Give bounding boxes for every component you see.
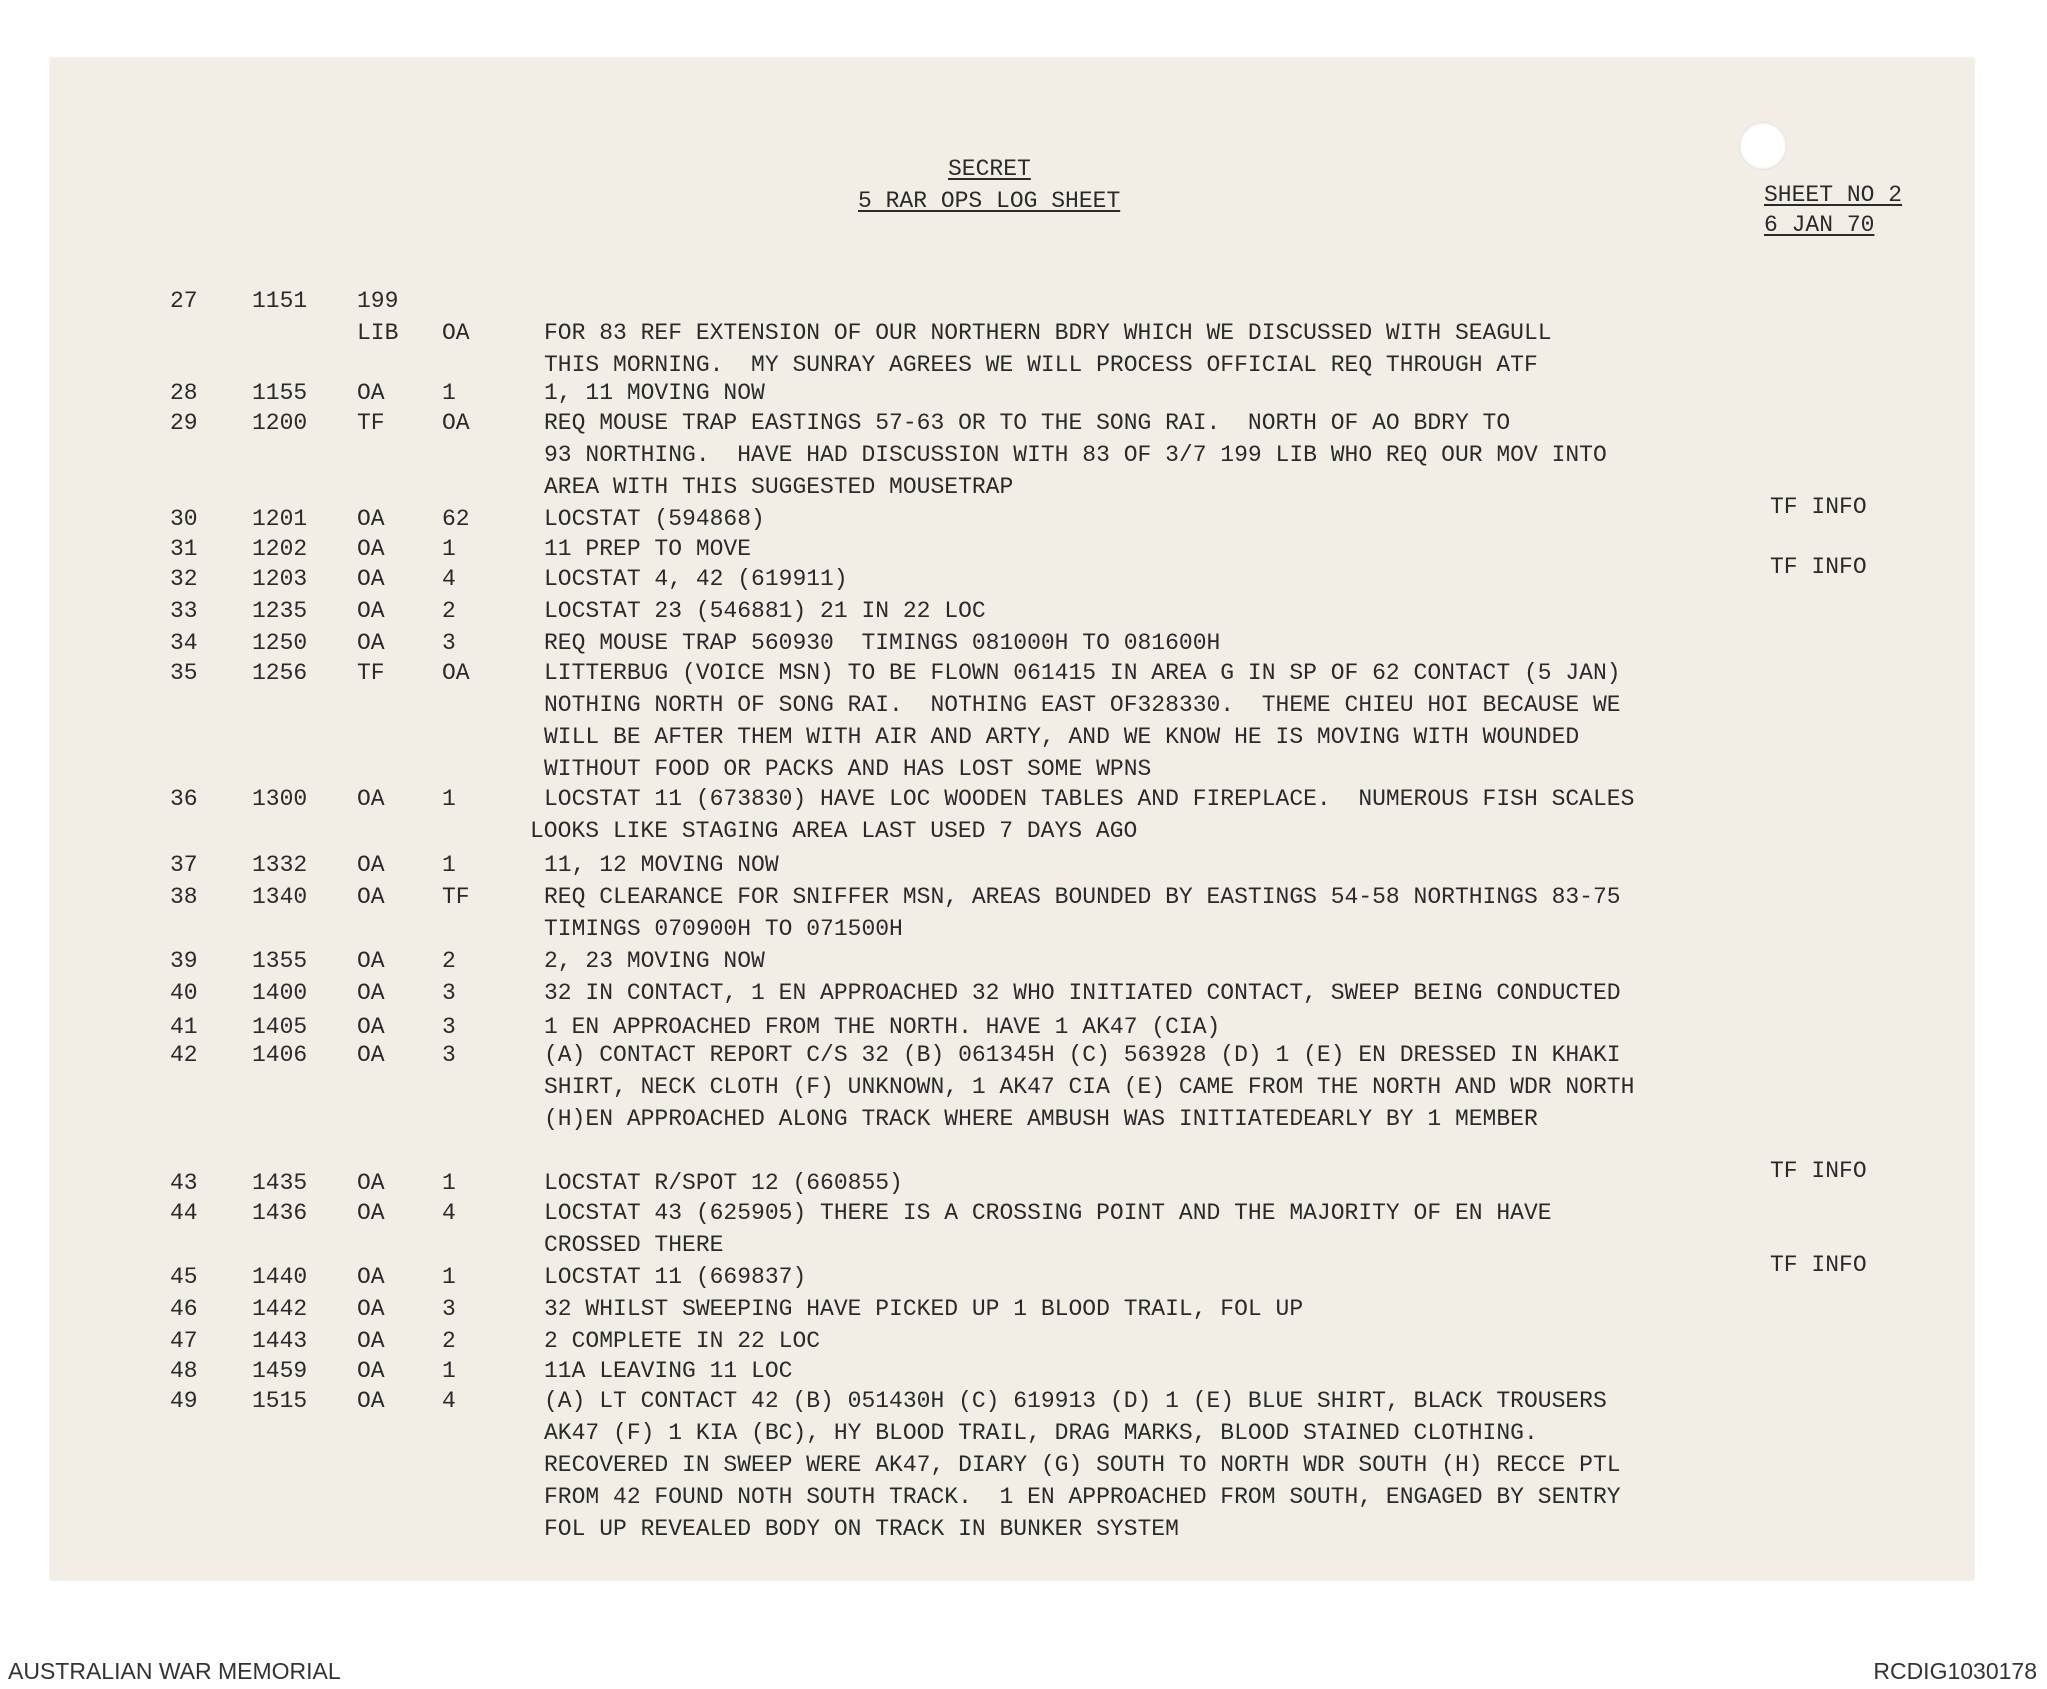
entry-time: 1443 (252, 1328, 308, 1354)
entry-serial: 48 (170, 1358, 198, 1384)
entry-note: TF INFO (1770, 554, 1867, 580)
entry-text-line: 11, 12 MOVING NOW (544, 852, 779, 878)
entry-to: 1 (442, 852, 456, 878)
entry-time: 1300 (252, 786, 308, 812)
entry-time: 1256 (252, 660, 308, 686)
entry-serial: 36 (170, 786, 198, 812)
entry-to: 2 (442, 948, 456, 974)
entry-text-line: LOCSTAT 4, 42 (619911) (544, 566, 848, 592)
entry-serial: 49 (170, 1388, 198, 1414)
entry-text-line: FOR 83 REF EXTENSION OF OUR NORTHERN BDRY WHICH WE DISCUSSED WITH SEAGULL (544, 320, 1552, 346)
entry-time: 1459 (252, 1358, 308, 1384)
entry-from: OA (357, 852, 385, 878)
entry-from: OA (357, 1014, 385, 1040)
entry-from: OA (357, 1358, 385, 1384)
entry-from-line2: LIB (357, 320, 399, 346)
entry-serial: 47 (170, 1328, 198, 1354)
entry-to: 62 (442, 506, 470, 532)
entry-from: OA (357, 1388, 385, 1414)
entry-note: TF INFO (1770, 1158, 1867, 1184)
entry-text-line: LOCSTAT 43 (625905) THERE IS A CROSSING POINT AND THE MAJORITY OF EN HAVE (544, 1200, 1552, 1226)
entry-from: 199 (357, 288, 399, 314)
entry-text-line: 1 EN APPROACHED FROM THE NORTH. HAVE 1 AK47 (CIA) (544, 1014, 1221, 1040)
entry-serial: 41 (170, 1014, 198, 1040)
entry-from: OA (357, 1296, 385, 1322)
entry-to: 1 (442, 1264, 456, 1290)
entry-text-line: LOCSTAT (594868) (544, 506, 765, 532)
entry-text-line: FOL UP REVEALED BODY ON TRACK IN BUNKER SYSTEM (544, 1516, 1179, 1542)
entry-time: 1436 (252, 1200, 308, 1226)
entry-text-line: REQ CLEARANCE FOR SNIFFER MSN, AREAS BOUNDED BY EASTINGS 54-58 NORTHINGS 83-75 (544, 884, 1621, 910)
entry-text-line: 1, 11 MOVING NOW (544, 380, 765, 406)
entry-time: 1203 (252, 566, 308, 592)
entry-serial: 42 (170, 1042, 198, 1068)
entry-from: OA (357, 980, 385, 1006)
entry-from: OA (357, 566, 385, 592)
entry-to-line2: OA (442, 320, 470, 346)
entry-to: 3 (442, 630, 456, 656)
classification-heading: SECRET (948, 156, 1031, 182)
entry-serial: 44 (170, 1200, 198, 1226)
entry-serial: 37 (170, 852, 198, 878)
entry-to: 2 (442, 598, 456, 624)
entry-time: 1400 (252, 980, 308, 1006)
entry-from: OA (357, 630, 385, 656)
entry-from: OA (357, 598, 385, 624)
entry-text-line: WITHOUT FOOD OR PACKS AND HAS LOST SOME WPNS (544, 756, 1152, 782)
entry-serial: 33 (170, 598, 198, 624)
entry-to: 1 (442, 380, 456, 406)
entry-time: 1201 (252, 506, 308, 532)
entry-serial: 45 (170, 1264, 198, 1290)
footer-record-id: RCDIG1030178 (1873, 1658, 2037, 1684)
entry-to: OA (442, 410, 470, 436)
entry-to: 1 (442, 1170, 456, 1196)
footer-archive-name: AUSTRALIAN WAR MEMORIAL (8, 1658, 341, 1684)
entry-text-line: FROM 42 FOUND NOTH SOUTH TRACK. 1 EN APPROACHED FROM SOUTH, ENGAGED BY SENTRY (544, 1484, 1621, 1510)
entry-note: TF INFO (1770, 1252, 1867, 1278)
entry-text-line: 11 PREP TO MOVE (544, 536, 752, 562)
entry-to: 1 (442, 1358, 456, 1384)
entry-to: TF (442, 884, 470, 910)
entry-time: 1235 (252, 598, 308, 624)
entry-from: OA (357, 1042, 385, 1068)
entry-from: OA (357, 884, 385, 910)
entry-to: 3 (442, 1014, 456, 1040)
entry-time: 1355 (252, 948, 308, 974)
entry-from: OA (357, 948, 385, 974)
sheet-title: 5 RAR OPS LOG SHEET (858, 188, 1121, 214)
entry-time: 1442 (252, 1296, 308, 1322)
entry-time: 1340 (252, 884, 308, 910)
entry-text-line: 32 WHILST SWEEPING HAVE PICKED UP 1 BLOOD TRAIL, FOL UP (544, 1296, 1304, 1322)
entry-text-line: SHIRT, NECK CLOTH (F) UNKNOWN, 1 AK47 CIA (E) CAME FROM THE NORTH AND WDR NORTH (544, 1074, 1635, 1100)
entry-text-line: NOTHING NORTH OF SONG RAI. NOTHING EAST OF328330. THEME CHIEU HOI BECAUSE WE (544, 692, 1621, 718)
entry-serial: 30 (170, 506, 198, 532)
entry-text-line: LOOKS LIKE STAGING AREA LAST USED 7 DAYS AGO (530, 818, 1138, 844)
punch-hole (1739, 122, 1787, 170)
entry-text-line: 2, 23 MOVING NOW (544, 948, 765, 974)
entry-serial: 31 (170, 536, 198, 562)
entry-text-line: LOCSTAT 11 (669837) (544, 1264, 807, 1290)
entry-serial: 38 (170, 884, 198, 910)
entry-serial: 46 (170, 1296, 198, 1322)
entry-from: OA (357, 1328, 385, 1354)
entry-text-line: 11A LEAVING 11 LOC (544, 1358, 793, 1384)
entry-text-line: RECOVERED IN SWEEP WERE AK47, DIARY (G) SOUTH TO NORTH WDR SOUTH (H) RECCE PTL (544, 1452, 1621, 1478)
entry-from: OA (357, 1200, 385, 1226)
entry-text-line: 2 COMPLETE IN 22 LOC (544, 1328, 821, 1354)
entry-time: 1202 (252, 536, 308, 562)
entry-to: 3 (442, 980, 456, 1006)
entry-text-line: (A) LT CONTACT 42 (B) 051430H (C) 619913 (D) 1 (E) BLUE SHIRT, BLACK TROUSERS (544, 1388, 1607, 1414)
entry-time: 1155 (252, 380, 308, 406)
sheet-date: 6 JAN 70 (1764, 212, 1875, 238)
entry-text-line: REQ MOUSE TRAP 560930 TIMINGS 081000H TO 081600H (544, 630, 1221, 656)
entry-serial: 34 (170, 630, 198, 656)
entry-text-line: AREA WITH THIS SUGGESTED MOUSETRAP (544, 474, 1014, 500)
entry-from: OA (357, 786, 385, 812)
entry-time: 1405 (252, 1014, 308, 1040)
entry-from: OA (357, 1264, 385, 1290)
entry-to: 2 (442, 1328, 456, 1354)
entry-serial: 29 (170, 410, 198, 436)
entry-serial: 28 (170, 380, 198, 406)
entry-time: 1406 (252, 1042, 308, 1068)
entry-to: 4 (442, 566, 456, 592)
entry-text-line: LOCSTAT 23 (546881) 21 IN 22 LOC (544, 598, 986, 624)
entry-to: OA (442, 660, 470, 686)
entry-time: 1332 (252, 852, 308, 878)
entry-serial: 43 (170, 1170, 198, 1196)
entry-from: OA (357, 536, 385, 562)
entry-serial: 39 (170, 948, 198, 974)
entry-to: 1 (442, 786, 456, 812)
entry-text-line: AK47 (F) 1 KIA (BC), HY BLOOD TRAIL, DRAG MARKS, BLOOD STAINED CLOTHING. (544, 1420, 1538, 1446)
entry-note: TF INFO (1770, 494, 1867, 520)
entry-time: 1435 (252, 1170, 308, 1196)
entry-text-line: 93 NORTHING. HAVE HAD DISCUSSION WITH 83 OF 3/7 199 LIB WHO REQ OUR MOV INTO (544, 442, 1607, 468)
entry-text-line: 32 IN CONTACT, 1 EN APPROACHED 32 WHO INITIATED CONTACT, SWEEP BEING CONDUCTED (544, 980, 1621, 1006)
entry-from: OA (357, 380, 385, 406)
entry-text-line: LOCSTAT R/SPOT 12 (660855) (544, 1170, 903, 1196)
entry-serial: 40 (170, 980, 198, 1006)
entry-text-line: WILL BE AFTER THEM WITH AIR AND ARTY, AND WE KNOW HE IS MOVING WITH WOUNDED (544, 724, 1580, 750)
entry-serial: 27 (170, 288, 198, 314)
entry-text-line: THIS MORNING. MY SUNRAY AGREES WE WILL PROCESS OFFICIAL REQ THROUGH ATF (544, 352, 1538, 378)
entry-time: 1440 (252, 1264, 308, 1290)
entry-to: 3 (442, 1042, 456, 1068)
sheet-number: SHEET NO 2 (1764, 182, 1903, 208)
entry-to: 4 (442, 1200, 456, 1226)
entry-serial: 32 (170, 566, 198, 592)
entry-time: 1515 (252, 1388, 308, 1414)
entry-text-line: (H)EN APPROACHED ALONG TRACK WHERE AMBUSH WAS INITIATEDEARLY BY 1 MEMBER (544, 1106, 1538, 1132)
entry-to: 3 (442, 1296, 456, 1322)
entry-to: 4 (442, 1388, 456, 1414)
entry-serial: 35 (170, 660, 198, 686)
entry-from: OA (357, 506, 385, 532)
entry-time: 1200 (252, 410, 308, 436)
entry-time: 1250 (252, 630, 308, 656)
entry-text-line: REQ MOUSE TRAP EASTINGS 57-63 OR TO THE SONG RAI. NORTH OF AO BDRY TO (544, 410, 1511, 436)
entry-text-line: LITTERBUG (VOICE MSN) TO BE FLOWN 061415 IN AREA G IN SP OF 62 CONTACT (5 JAN) (544, 660, 1621, 686)
entry-text-line: LOCSTAT 11 (673830) HAVE LOC WOODEN TABLES AND FIREPLACE. NUMEROUS FISH SCALES (544, 786, 1635, 812)
entry-text-line: (A) CONTACT REPORT C/S 32 (B) 061345H (C) 563928 (D) 1 (E) EN DRESSED IN KHAKI (544, 1042, 1621, 1068)
entry-from: OA (357, 1170, 385, 1196)
entry-from: TF (357, 410, 385, 436)
entry-from: TF (357, 660, 385, 686)
entry-to: 1 (442, 536, 456, 562)
entry-text-line: CROSSED THERE (544, 1232, 724, 1258)
entry-time: 1151 (252, 288, 308, 314)
entry-text-line: TIMINGS 070900H TO 071500H (544, 916, 903, 942)
